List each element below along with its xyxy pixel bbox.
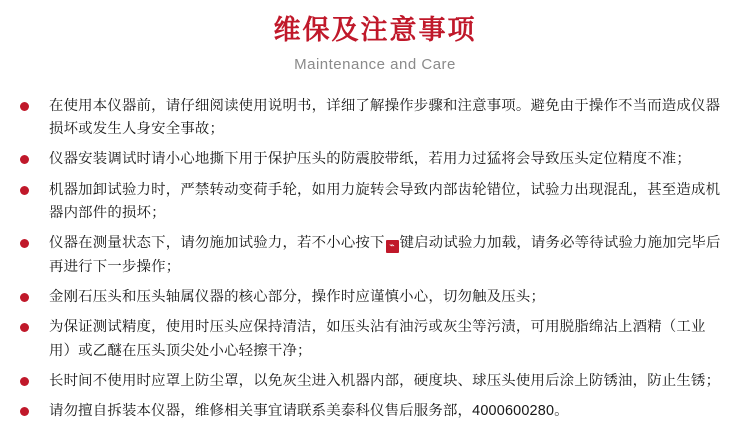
list-item <box>0 400 750 423</box>
load-force-icon: ⌁ <box>386 240 399 253</box>
page-title: 维保及注意事项 <box>273 15 477 45</box>
list-item-text: 请勿擅自拆装本仪器，维修相关事宜请联系美泰科仪售后服务部，4000600280。 <box>49 403 569 420</box>
list-item-text: 为保证测试精度，使用时压头应保持清洁，如压头沾有油污或灰尘等污渍，可用脱脂绵沾上酒精（工业用）或乙醚在压头顶尖处小心轻擦干净； <box>49 319 706 359</box>
list-item <box>0 95 750 142</box>
bullet-icon <box>20 186 29 195</box>
list-item <box>0 232 750 279</box>
list-item-text: 仪器安装调试时请小心地撕下用于保护压头的防震胶带纸，若用力过猛将会导致压头定位精度不准； <box>49 151 691 168</box>
bullet-icon <box>20 293 29 302</box>
list-item-text: 在使用本仪器前，请仔细阅读使用说明书，详细了解操作步骤和注意事项。避免由于操作不当而造成仪器损坏或发生人身安全事故； <box>49 97 721 138</box>
bullet-icon <box>20 102 29 111</box>
list-item <box>0 148 750 171</box>
list-item-text-with-icon <box>49 232 726 279</box>
bullet-icon <box>20 323 29 332</box>
list-item <box>0 370 750 393</box>
bullet-icon <box>20 377 29 386</box>
list-item <box>0 179 750 226</box>
page-header <box>0 0 750 73</box>
list-item <box>0 316 750 363</box>
list-item-text: 金刚石压头和压头轴属仪器的核心部分，操作时应谨慎小心，切勿触及压头； <box>49 289 546 306</box>
bullet-icon <box>20 407 29 416</box>
list-item-text-after-icon: 键启动试验力加载，请务必等待试验力施加完毕后再进行下一步操作； <box>49 235 721 275</box>
bullet-icon <box>20 239 29 248</box>
notes-list <box>0 95 750 424</box>
page-subtitle: Maintenance and Care <box>294 55 456 73</box>
bullet-icon <box>20 155 29 164</box>
list-item-text-before-icon: 仪器在测量状态下，请勿施加试验力，若不小心按下 <box>49 235 385 252</box>
list-item-text: 机器加卸试验力时，严禁转动变荷手轮，如用力旋转会导致内部齿轮错位，试验力出现混乱，甚至造成机器内部件的损坏； <box>49 181 721 222</box>
list-item-text: 长时间不使用时应罩上防尘罩，以免灰尘进入机器内部，硬度块、球压头使用后涂上防锈油，防止生锈； <box>49 373 721 390</box>
list-item <box>0 286 750 309</box>
